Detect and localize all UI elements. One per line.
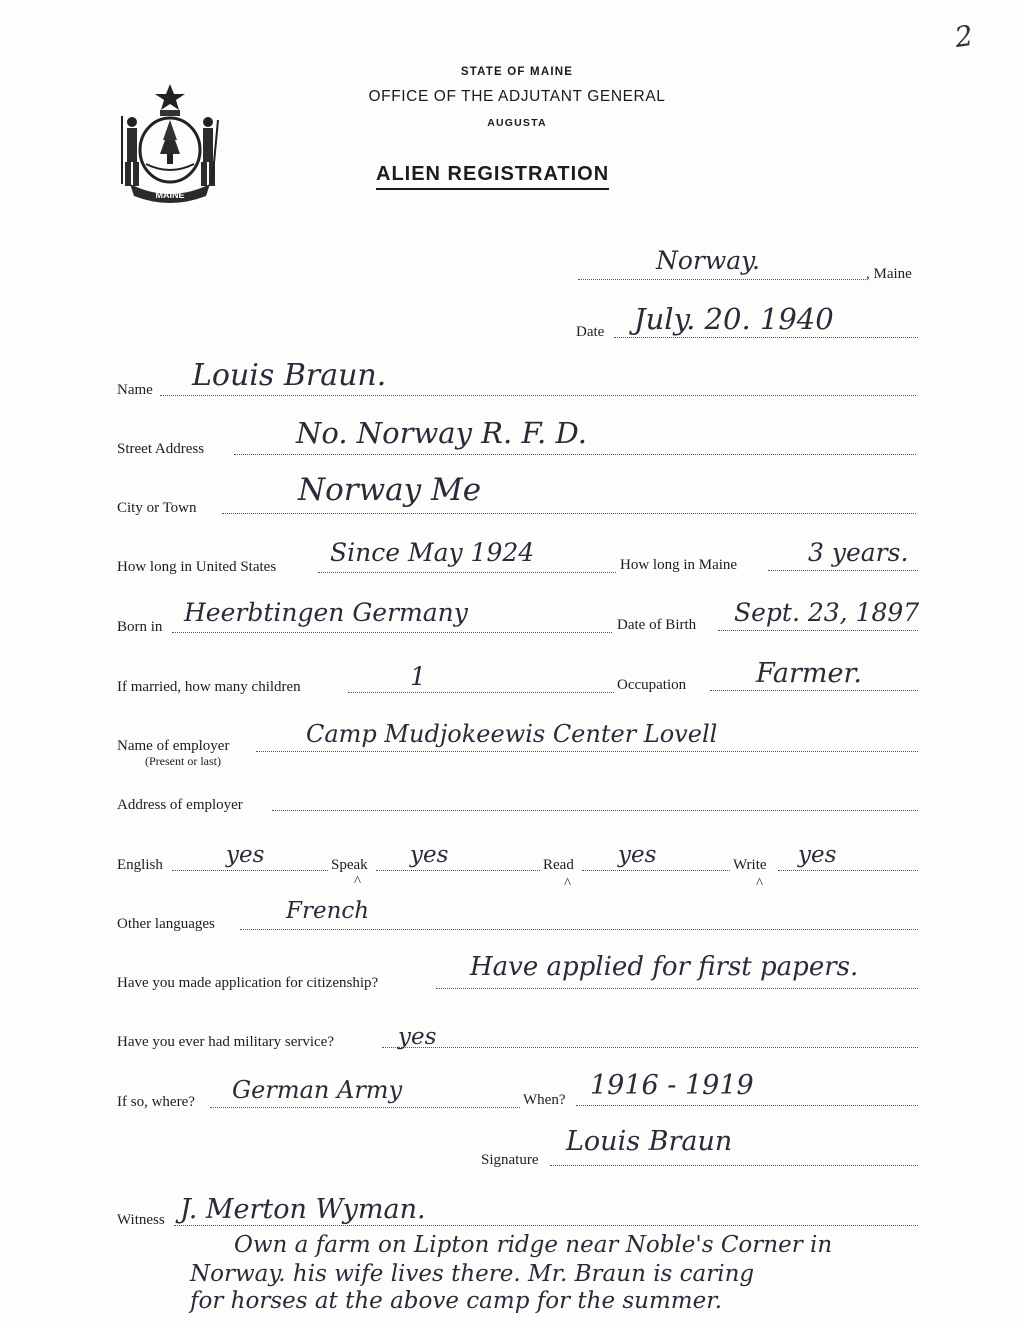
speak-label: Speak	[331, 857, 368, 873]
write-line	[778, 870, 918, 871]
signature-value: Louis Braun	[566, 1126, 733, 1157]
read-label: Read	[543, 857, 574, 873]
write-value: yes	[798, 842, 837, 868]
speak-value: yes	[410, 842, 449, 868]
born-in-label: Born in	[117, 619, 163, 635]
maine-label: , Maine	[866, 266, 912, 282]
write-label: Write	[733, 857, 767, 873]
street-address-value: No. Norway R. F. D.	[296, 416, 587, 450]
speak-caret-mark: ^	[354, 874, 362, 890]
witness-value: J. Merton Wyman.	[180, 1194, 426, 1225]
witness-line	[174, 1225, 918, 1226]
occupation-label: Occupation	[617, 677, 687, 693]
where-value: German Army	[232, 1076, 403, 1104]
employer-address-line	[272, 810, 918, 811]
other-languages-value: French	[286, 898, 370, 924]
military-line	[382, 1047, 918, 1048]
when-value: 1916 - 1919	[590, 1070, 754, 1101]
born-in-line	[172, 632, 612, 633]
other-languages-label: Other languages	[117, 916, 215, 932]
citizenship-label: Have you made application for citizenship?	[117, 975, 379, 991]
date-label: Date	[576, 324, 605, 340]
date-of-birth-label: Date of Birth	[617, 617, 697, 633]
city-label: City or Town	[117, 500, 197, 516]
header-city: AUGUSTA	[487, 117, 547, 129]
english-value: yes	[226, 842, 265, 868]
town-value: Norway.	[656, 246, 760, 275]
city-value: Norway Me	[298, 472, 482, 508]
occupation-line	[710, 690, 918, 691]
header-office: OFFICE OF THE ADJUTANT GENERAL	[368, 88, 666, 105]
born-in-value: Heerbtingen Germany	[184, 598, 468, 627]
how-long-us-line	[318, 572, 616, 573]
children-label: If married, how many children	[117, 679, 301, 695]
english-label: English	[117, 857, 163, 873]
how-long-us-label: How long in United States	[117, 559, 277, 575]
how-long-us-value: Since May 1924	[330, 538, 535, 567]
signature-label: Signature	[481, 1152, 539, 1168]
town-line	[578, 279, 866, 280]
citizenship-line	[436, 988, 918, 989]
read-line	[582, 870, 730, 871]
occupation-value: Farmer.	[756, 658, 863, 689]
employer-sublabel: (Present or last)	[145, 754, 221, 768]
citizenship-value: Have applied for first papers.	[470, 952, 859, 982]
where-line	[210, 1107, 520, 1108]
handwritten-note-line-2: Norway. his wife lives there. Mr. Braun is caring	[190, 1261, 755, 1287]
handwritten-note-line-3: for horses at the above camp for the summer.	[190, 1288, 722, 1314]
city-line	[222, 513, 916, 514]
children-line	[348, 692, 614, 693]
date-line	[614, 337, 918, 338]
name-label: Name	[117, 382, 153, 398]
name-line	[160, 395, 916, 396]
read-caret-mark: ^	[564, 876, 572, 892]
name-value: Louis Braun.	[192, 358, 387, 393]
employer-line	[256, 751, 918, 752]
when-line	[576, 1105, 918, 1106]
where-label: If so, where?	[117, 1094, 195, 1110]
date-value: July. 20. 1940	[634, 302, 834, 336]
form-title: ALIEN REGISTRATION	[376, 163, 609, 190]
speak-line	[376, 870, 540, 871]
signature-line	[550, 1165, 918, 1166]
witness-label: Witness	[117, 1212, 165, 1228]
how-long-maine-label: How long in Maine	[620, 557, 738, 573]
corner-page-mark: 2	[952, 18, 976, 55]
street-address-line	[234, 454, 916, 455]
handwritten-note-line-1: Own a farm on Lipton ridge near Noble's Corner in	[234, 1232, 833, 1258]
read-value: yes	[618, 842, 657, 868]
employer-address-label: Address of employer	[117, 797, 243, 813]
write-caret-mark: ^	[756, 876, 764, 892]
employer-label: Name of employer	[117, 738, 230, 754]
how-long-maine-line	[768, 570, 918, 571]
date-of-birth-line	[718, 630, 918, 631]
header-state: STATE OF MAINE	[460, 66, 574, 78]
children-value: 1	[410, 662, 426, 691]
military-label: Have you ever had military service?	[117, 1034, 334, 1050]
when-label: When?	[523, 1092, 566, 1108]
seal-banner-text: MAINE	[155, 190, 185, 200]
date-of-birth-value: Sept. 23, 1897	[734, 598, 920, 627]
how-long-maine-value: 3 years.	[808, 538, 909, 567]
employer-value: Camp Mudjokeewis Center Lovell	[306, 720, 718, 748]
english-line	[172, 870, 328, 871]
street-address-label: Street Address	[117, 441, 205, 457]
military-value: yes	[398, 1024, 437, 1050]
other-languages-line	[240, 929, 918, 930]
